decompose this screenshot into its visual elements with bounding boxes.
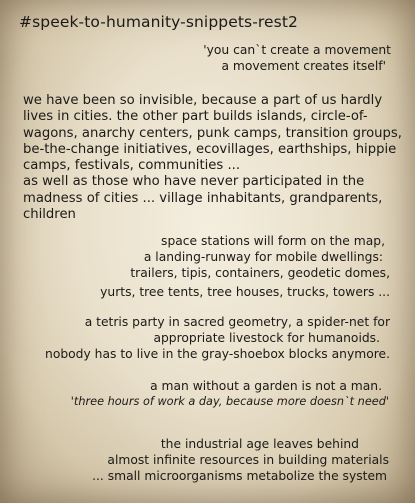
industrial-line: ... small microorganisms metabolize the system [92,469,387,484]
tetris-line: nobody has to live in the gray-shoebox blocks anymore. [45,347,390,362]
garden-line: a man without a garden is not a man. [150,379,382,393]
stations-line: trailers, tipis, containers, geodetic domes, [130,266,390,281]
garden-block [71,378,389,410]
stations-block [100,233,390,300]
paragraph-line: children [23,207,76,223]
tetris-line: appropriate livestock for humanoids. [153,331,380,346]
industrial-block [92,436,389,485]
stations-line: a landing-runway for mobile dwellings: [143,250,383,265]
paragraph-line: camps, festivals, communities ... [23,158,241,174]
tetris-block [45,314,390,363]
stations-line: yurts, tree tents, tree houses, trucks, towers ... [100,284,390,299]
industrial-line: the industrial age leaves behind [160,437,359,451]
tetris-line: a tetris party in sacred geometry, a spider-net for [84,315,390,329]
stations-line: space stations will form on the map, [161,234,385,248]
quote-block [203,42,391,74]
quote-line: a movement creates itself' [221,59,386,73]
paragraph-line: wagons, anarchy centers, punk camps, transition groups, [23,125,402,141]
garden-quote-line: 'three hours of work a day, because more doesn`t need' [70,395,389,409]
page-title: #speek-to-humanity-snippets-rest2 [19,13,298,31]
paragraph-line: as well as those who have never participated in the [23,174,365,190]
paragraph-line: be-the-change initiatives, ecovillages, earthships, hippie [23,141,397,157]
industrial-line: almost infinite resources in building materials [107,453,389,468]
quote-line: 'you can`t create a movement [203,43,391,57]
intro-paragraph [23,93,402,223]
paragraph-line: lives in cities. the other part builds islands, circle-of- [23,109,368,125]
paragraph-line: we have been so invisible, because a part of us hardly [23,93,383,108]
paragraph-line: madness of cities ... village inhabitants, grandparents, [23,190,383,206]
